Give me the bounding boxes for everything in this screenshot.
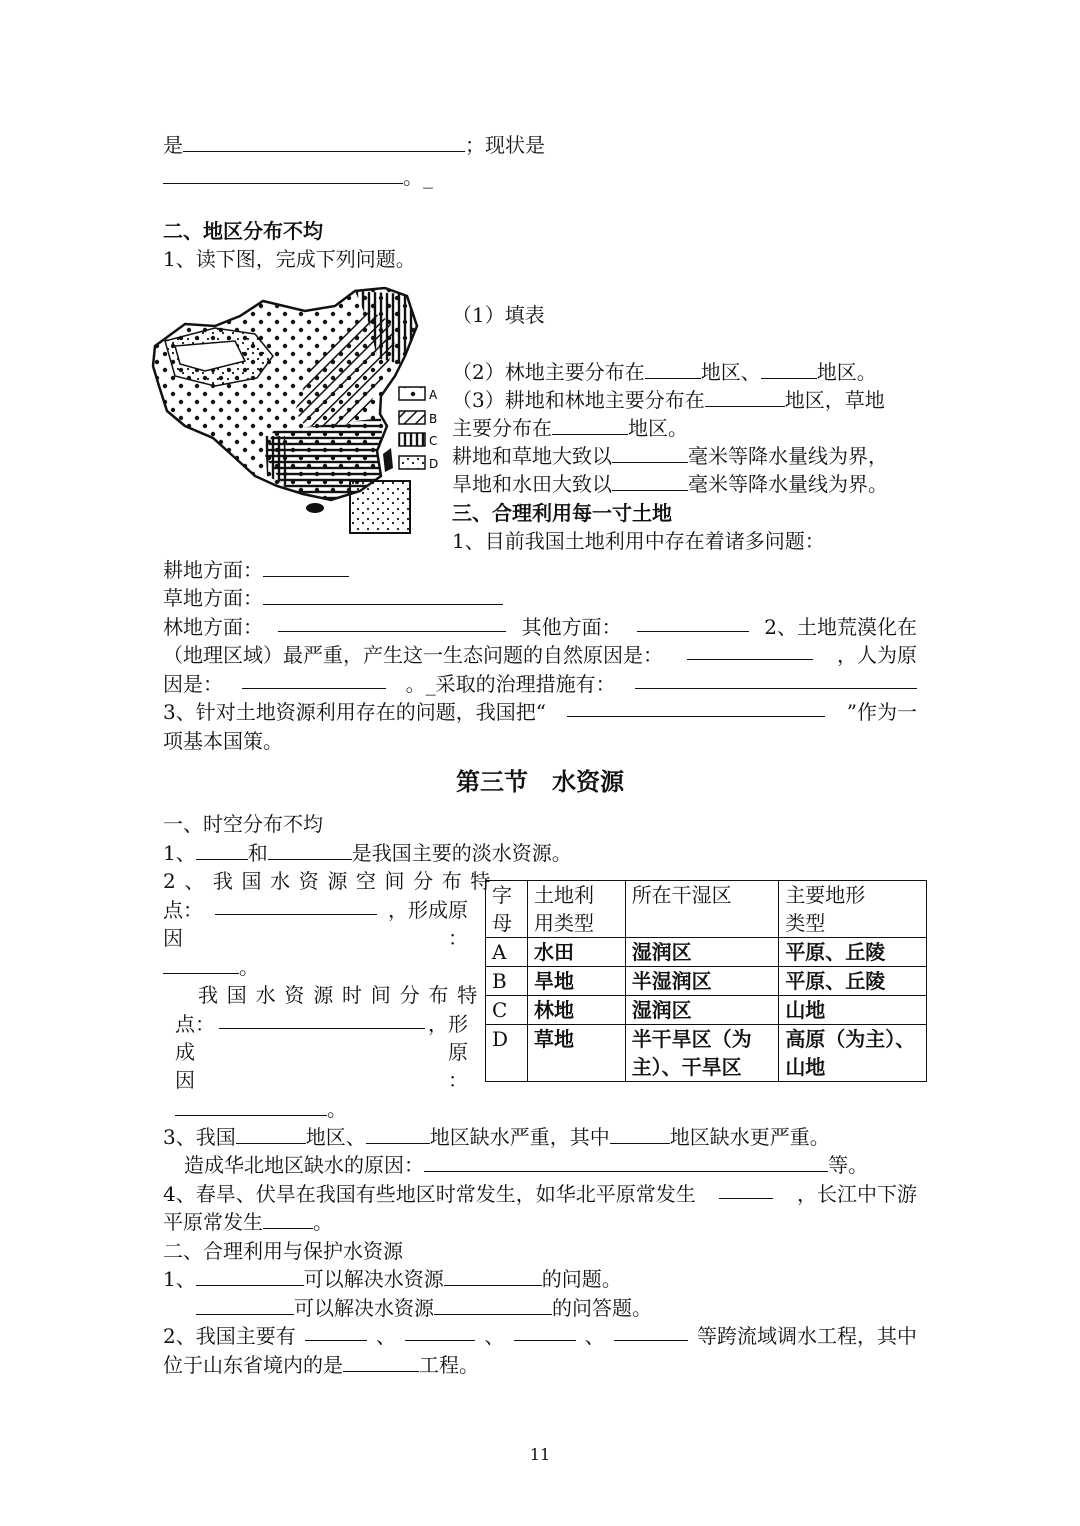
text: 字 <box>492 883 512 907</box>
table-cell: A <box>486 938 528 967</box>
table-cell <box>625 1025 779 1082</box>
text: 因 <box>175 1068 195 1092</box>
precip-line-2 <box>452 470 888 498</box>
table-cell <box>779 1025 927 1082</box>
china-land-use-map <box>145 286 440 536</box>
blank[interactable] <box>645 360 701 379</box>
water-q2-line-8 <box>175 1066 468 1094</box>
table-row <box>486 996 927 1025</box>
part-1-fill-table: （1）填表 <box>452 303 545 327</box>
text: 、 <box>484 1324 505 1348</box>
text: ”作为一 <box>846 700 917 724</box>
part-3-line-1 <box>452 386 885 414</box>
blank[interactable] <box>219 1010 425 1029</box>
text: 的问答题。 <box>552 1296 652 1320</box>
water-q2-line-9 <box>175 1095 347 1123</box>
legend-swatch-b <box>399 411 425 424</box>
text: 2、我国主要有 <box>163 1324 296 1348</box>
blank[interactable] <box>196 1296 294 1315</box>
blank[interactable] <box>567 698 825 717</box>
text: （地理区域）最严重，产生这一生态问题的自然原因是： <box>163 643 663 667</box>
blank[interactable] <box>263 1210 313 1229</box>
text: ： <box>448 1068 468 1092</box>
text: 是 <box>163 133 183 157</box>
top-line-2 <box>163 163 433 191</box>
text: 林地方面： <box>163 615 263 639</box>
text: 可以解决水资源 <box>303 1267 444 1291</box>
text: 是我国主要的淡水资源。 <box>351 841 572 865</box>
precip-line-1 <box>452 442 888 470</box>
text: 1、 <box>163 841 196 865</box>
text: 造成华北地区缺水的原因： <box>184 1153 424 1177</box>
water-heading-distribution: 一、时空分布不均 <box>163 812 323 836</box>
text: 因 <box>163 926 183 950</box>
blank[interactable] <box>268 841 352 860</box>
blank[interactable] <box>343 1353 419 1372</box>
text: 毫米等降水量线为界。 <box>688 472 888 496</box>
text: 主要分布在 <box>452 416 552 440</box>
text: 原 <box>448 1040 468 1064</box>
blank[interactable] <box>278 613 506 632</box>
water-s2-line-2 <box>163 1351 479 1379</box>
blank[interactable] <box>444 1267 542 1286</box>
water-q4 <box>163 1180 917 1208</box>
text: 所在干湿区 <box>631 883 732 907</box>
text: 用类型 <box>533 911 594 935</box>
text: 土地利 <box>533 883 594 907</box>
legend-swatch-d <box>399 456 425 469</box>
question-read-map: 1、读下图，完成下列问题。 <box>163 247 416 271</box>
header-cell-letter <box>486 881 528 938</box>
text: 地区。 <box>816 360 877 384</box>
blank[interactable] <box>236 1125 306 1144</box>
text: 地区，草地 <box>784 388 885 412</box>
legend-label-a: A <box>429 388 438 402</box>
text: 。_ <box>403 165 433 189</box>
table-cell: 草地 <box>527 1025 625 1082</box>
national-policy-line-2: 项基本国策。 <box>163 729 283 753</box>
blank[interactable] <box>263 558 349 577</box>
blank[interactable] <box>196 1267 304 1286</box>
water-s2 <box>163 1322 917 1350</box>
taiwan-island <box>383 448 393 472</box>
text: 4、春旱、伏旱在我国有些地区时常发生，如华北平原常发生 <box>163 1182 696 1206</box>
table-cell: B <box>486 967 528 996</box>
blank[interactable] <box>263 586 503 605</box>
question-land-problems: 1、目前我国土地利用中存在着诸多问题： <box>452 529 825 553</box>
blank[interactable] <box>610 1125 670 1144</box>
text: ，人为原 <box>837 643 917 667</box>
part-2-forest <box>452 358 877 386</box>
text: ，长江中下游 <box>796 1182 917 1206</box>
blank[interactable] <box>424 1153 828 1172</box>
text: 因是： <box>163 672 223 696</box>
desertification-line-2 <box>163 641 917 669</box>
land-use-table <box>485 880 927 1082</box>
table-cell: C <box>486 996 528 1025</box>
water-q3 <box>163 1123 830 1151</box>
legend-label-b: B <box>429 412 438 426</box>
water-q2-line-7 <box>175 1038 468 1066</box>
text: 主）、干旱区 <box>631 1055 742 1079</box>
blank[interactable] <box>612 444 688 463</box>
table-row <box>486 938 927 967</box>
water-s1-line-2 <box>196 1294 652 1322</box>
text: 旱地和水田大致以 <box>452 472 612 496</box>
text: 地区。 <box>628 416 688 440</box>
text: 工程。 <box>419 1353 479 1377</box>
text: 地区、 <box>700 360 761 384</box>
table-cell: 湿润区 <box>625 938 779 967</box>
header-cell-terrain <box>779 881 927 938</box>
table-cell: 平原、丘陵 <box>779 967 927 996</box>
blank[interactable] <box>434 1296 552 1315</box>
blank[interactable] <box>552 416 628 435</box>
text: 。 <box>327 1097 347 1121</box>
blank[interactable] <box>719 1180 773 1199</box>
text: 1、 <box>163 1267 196 1291</box>
text: ，形成原 <box>388 898 468 922</box>
text: 、 <box>584 1324 605 1348</box>
section-title-water-resources: 第三节 水资源 <box>456 767 624 796</box>
blank[interactable] <box>242 670 386 689</box>
text: 主要地形 <box>785 883 866 907</box>
text: 等。 <box>828 1153 868 1177</box>
blank[interactable] <box>366 1125 430 1144</box>
table-cell: 山地 <box>779 996 927 1025</box>
water-q2-line-5: 我国水资源时间分布特 <box>198 983 486 1007</box>
water-q2-line-1: 2、我国水资源空间分布特 <box>163 869 499 893</box>
text: 毫米等降水量线为界， <box>688 444 888 468</box>
table-cell: 平原、丘陵 <box>779 938 927 967</box>
text: 草地方面： <box>163 586 263 610</box>
text: 地区缺水严重，其中 <box>429 1125 610 1149</box>
table-row <box>486 967 927 996</box>
water-q2-line-3 <box>163 924 468 952</box>
water-heading-protection: 二、合理利用与保护水资源 <box>163 1239 403 1263</box>
text: 点： <box>175 1012 215 1036</box>
text: ；现状是 <box>465 133 545 157</box>
table-cell: D <box>486 1025 528 1082</box>
text: 地区缺水更严重。 <box>669 1125 830 1149</box>
national-policy-line <box>163 698 917 726</box>
text: 耕地和草地大致以 <box>452 444 612 468</box>
water-q2-line-2 <box>163 896 468 924</box>
text: 点： <box>163 898 203 922</box>
part-3-line-2 <box>452 414 688 442</box>
section-heading-land-use: 三、合理利用每一寸土地 <box>452 501 672 525</box>
water-q2-line-4 <box>163 953 259 981</box>
blank[interactable] <box>761 360 817 379</box>
blank[interactable] <box>614 1322 688 1341</box>
text: 半干旱区（为 <box>631 1027 752 1051</box>
water-q1 <box>163 839 572 867</box>
blank[interactable] <box>637 613 749 632</box>
water-q3-line-2 <box>184 1151 868 1179</box>
text: 的问题。 <box>541 1267 622 1291</box>
blank[interactable] <box>635 670 917 689</box>
text: 其他方面： <box>521 615 622 639</box>
blank[interactable] <box>705 388 785 407</box>
text: 可以解决水资源 <box>294 1296 434 1320</box>
table-row <box>486 1025 927 1082</box>
legend-swatch-a <box>399 387 425 400</box>
text: 成 <box>175 1040 195 1064</box>
blank[interactable] <box>215 896 377 915</box>
text: 类型 <box>785 911 826 935</box>
water-q2-line-6 <box>175 1010 468 1038</box>
text: 。_采取的治理措施有： <box>405 672 616 696</box>
text: 等跨流域调水工程，其中 <box>696 1324 917 1348</box>
text: ，形 <box>428 1012 468 1036</box>
text: 平原常发生 <box>163 1210 263 1234</box>
table-header-row <box>486 881 927 938</box>
table-cell: 林地 <box>527 996 625 1025</box>
legend-swatch-c <box>399 433 425 446</box>
text: 高原（为主）、 <box>785 1027 916 1051</box>
desertification-line-3 <box>163 670 917 698</box>
table-cell: 水田 <box>527 938 625 967</box>
text: 山地 <box>785 1055 826 1079</box>
page-number: 11 <box>529 1445 551 1464</box>
water-q4-line-2 <box>163 1208 333 1236</box>
header-cell-moisture-zone <box>625 881 779 938</box>
blank[interactable] <box>163 955 239 974</box>
table-cell: 湿润区 <box>625 996 779 1025</box>
text: 3、我国 <box>163 1125 236 1149</box>
text: （3）耕地和林地主要分布在 <box>452 388 705 412</box>
table-cell: 半湿润区 <box>625 967 779 996</box>
blank[interactable] <box>175 1097 327 1116</box>
south-sea-inset <box>350 481 410 533</box>
text: 耕地方面： <box>163 558 263 582</box>
blank[interactable] <box>196 841 248 860</box>
text: 、 <box>376 1324 397 1348</box>
table-cell: 旱地 <box>527 967 625 996</box>
text: （2）林地主要分布在 <box>452 360 645 384</box>
text: 2、土地荒漠化在 <box>764 615 917 639</box>
blank[interactable] <box>305 1322 367 1341</box>
legend-label-d: D <box>429 457 439 471</box>
text: 和 <box>247 841 268 865</box>
blank[interactable] <box>687 641 813 660</box>
water-s1 <box>163 1265 622 1293</box>
text: 地区、 <box>305 1125 366 1149</box>
text: 位于山东省境内的是 <box>163 1353 343 1377</box>
legend-label-c: C <box>429 434 438 448</box>
forest-other-line <box>163 613 917 641</box>
text: 。 <box>239 955 259 979</box>
text: 3、针对土地资源利用存在的问题，我国把“ <box>163 700 546 724</box>
farmland-line <box>163 556 349 584</box>
blank[interactable] <box>612 472 688 491</box>
blank[interactable] <box>514 1322 576 1341</box>
top-line-1 <box>163 131 545 159</box>
blank[interactable] <box>183 133 465 152</box>
grassland-line <box>163 584 503 612</box>
hainan-island <box>306 503 324 513</box>
blank[interactable] <box>405 1322 475 1341</box>
header-cell-land-type <box>527 881 625 938</box>
text: 。 <box>313 1210 333 1234</box>
text: ： <box>448 926 468 950</box>
section-heading-region: 二、地区分布不均 <box>163 219 323 243</box>
text: 母 <box>492 911 512 935</box>
blank[interactable] <box>163 165 403 184</box>
